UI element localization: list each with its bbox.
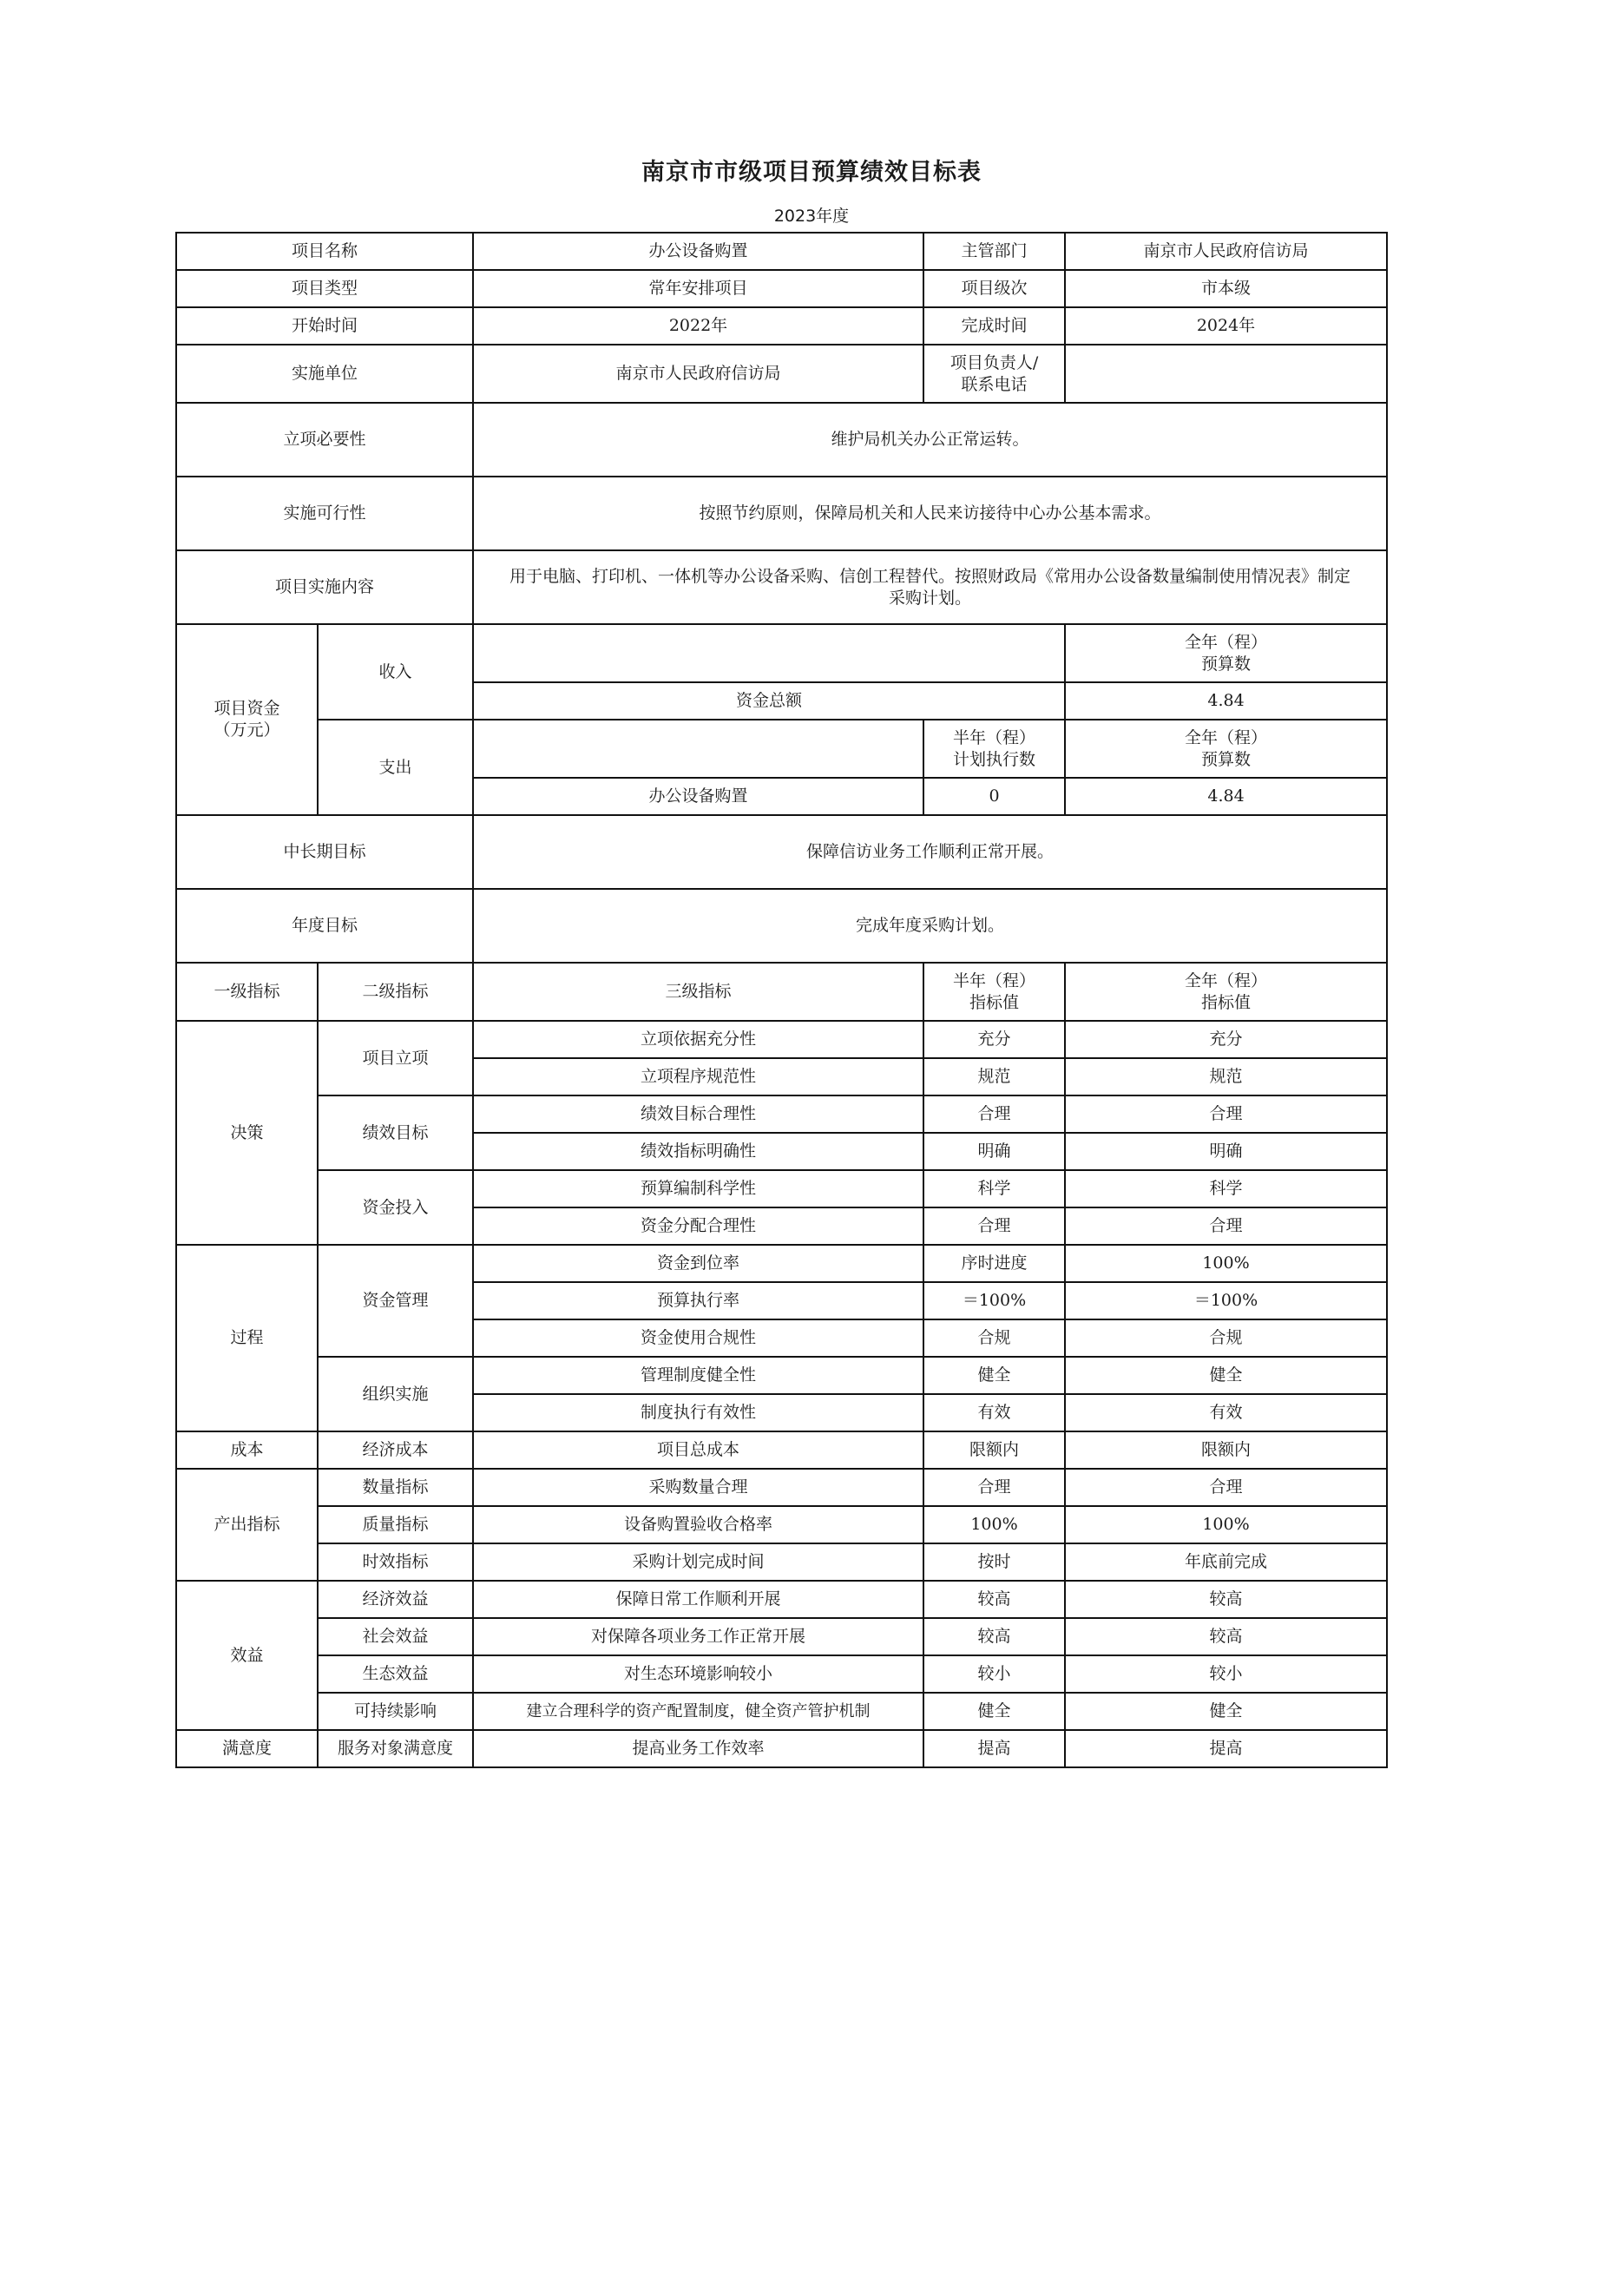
income-label: 收入 (318, 624, 473, 720)
content-row (176, 550, 1387, 624)
indicator-half: 较高 (923, 1581, 1065, 1618)
funds-income-head-row (176, 624, 1387, 682)
indicator-l3: 立项依据充分性 (473, 1021, 923, 1058)
indicator-full: 科学 (1065, 1170, 1387, 1207)
indicator-half: 规范 (923, 1058, 1065, 1095)
indicator-full: 较高 (1065, 1618, 1387, 1655)
subgroup-org-impl: 组织实施 (318, 1357, 473, 1431)
impl-unit-label: 实施单位 (176, 345, 473, 403)
project-level-value: 市本级 (1065, 270, 1387, 307)
indicator-half: 100% (923, 1506, 1065, 1543)
indicator-l3: 资金到位率 (473, 1245, 923, 1282)
expense-half-head-line1: 半年（程） (953, 727, 1036, 747)
indicator-half: 充分 (923, 1021, 1065, 1058)
table-row (176, 1170, 1387, 1207)
funds-label (176, 624, 318, 815)
indicator-full: 有效 (1065, 1394, 1387, 1431)
indicator-half-head-line2: 指标值 (969, 992, 1020, 1012)
indicator-l3: 设备购置验收合格率 (473, 1506, 923, 1543)
indicator-l1-head: 一级指标 (176, 963, 318, 1021)
content-text-line1: 用于电脑、打印机、一体机等办公设备采购、信创工程替代。按照财政局《常用办公设备数量编制使用情况表》制定 (509, 566, 1351, 586)
project-type-label: 项目类型 (176, 270, 473, 307)
expense-full: 4.84 (1065, 778, 1387, 815)
group-satisfaction: 满意度 (176, 1730, 318, 1767)
expense-half: 0 (923, 778, 1065, 815)
indicator-full-head-line2: 指标值 (1201, 992, 1252, 1012)
page-title: 南京市市级项目预算绩效目标表 (641, 159, 982, 186)
indicator-l3: 资金分配合理性 (473, 1207, 923, 1245)
annual-row (176, 889, 1387, 963)
subgroup-fund-input: 资金投入 (318, 1170, 473, 1245)
expense-full-head-line2: 预算数 (1201, 749, 1252, 769)
indicator-l3: 绩效指标明确性 (473, 1133, 923, 1170)
indicator-half: 较高 (923, 1618, 1065, 1655)
indicator-half: 合规 (923, 1319, 1065, 1357)
info-row-time (176, 307, 1387, 345)
table-row (176, 1543, 1387, 1581)
funds-label-line1: 项目资金 (214, 699, 280, 718)
indicator-l3: 采购计划完成时间 (473, 1543, 923, 1581)
indicator-full: 年底前完成 (1065, 1543, 1387, 1581)
indicator-full-head (1065, 963, 1387, 1021)
indicator-l3: 资金使用合规性 (473, 1319, 923, 1357)
indicator-full: 健全 (1065, 1693, 1387, 1730)
indicator-full: 合规 (1065, 1319, 1387, 1357)
indicator-half: ＝100% (923, 1282, 1065, 1319)
table-row (176, 1618, 1387, 1655)
indicator-l3: 建立合理科学的资产配置制度，健全资产管护机制 (473, 1693, 923, 1730)
indicator-full: 提高 (1065, 1730, 1387, 1767)
indicator-half-head-line1: 半年（程） (953, 970, 1036, 990)
content-label: 项目实施内容 (176, 550, 473, 624)
impl-unit-value: 南京市人民政府信访局 (473, 345, 923, 403)
table-row (176, 1655, 1387, 1693)
indicator-half: 限额内 (923, 1431, 1065, 1469)
indicator-l2: 质量指标 (318, 1506, 473, 1543)
table-row (176, 1095, 1387, 1133)
table-row (176, 1506, 1387, 1543)
indicator-l3: 对保障各项业务工作正常开展 (473, 1618, 923, 1655)
long-term-text: 保障信访业务工作顺利正常开展。 (473, 815, 1387, 889)
necessity-label: 立项必要性 (176, 403, 473, 477)
indicator-l3-head: 三级指标 (473, 963, 923, 1021)
indicator-l3: 立项程序规范性 (473, 1058, 923, 1095)
end-time-value: 2024年 (1065, 307, 1387, 345)
expense-full-head-line1: 全年（程） (1185, 727, 1268, 747)
necessity-text: 维护局机关办公正常运转。 (473, 403, 1387, 477)
group-benefit: 效益 (176, 1581, 318, 1730)
indicator-l3: 采购数量合理 (473, 1469, 923, 1506)
table-row (176, 1693, 1387, 1730)
funds-label-line2: （万元） (214, 720, 280, 740)
feasibility-label: 实施可行性 (176, 477, 473, 550)
group-decision: 决策 (176, 1021, 318, 1245)
start-time-value: 2022年 (473, 307, 923, 345)
indicator-l2: 社会效益 (318, 1618, 473, 1655)
long-term-row (176, 815, 1387, 889)
indicator-l2: 生态效益 (318, 1655, 473, 1693)
group-cost: 成本 (176, 1431, 318, 1469)
table-row (176, 1357, 1387, 1394)
expense-item: 办公设备购置 (473, 778, 923, 815)
annual-text: 完成年度采购计划。 (473, 889, 1387, 963)
expense-half-head-line2: 计划执行数 (953, 749, 1036, 769)
indicator-half: 合理 (923, 1095, 1065, 1133)
table-row (176, 1431, 1387, 1469)
page-year: 2023年度 (773, 207, 850, 226)
indicator-full: 较高 (1065, 1581, 1387, 1618)
indicator-full: 100% (1065, 1506, 1387, 1543)
expense-label: 支出 (318, 720, 473, 815)
indicator-full: 合理 (1065, 1095, 1387, 1133)
income-value: 4.84 (1065, 682, 1387, 720)
indicator-full: 规范 (1065, 1058, 1387, 1095)
indicator-l3: 预算编制科学性 (473, 1170, 923, 1207)
indicator-half: 提高 (923, 1730, 1065, 1767)
department-label: 主管部门 (923, 233, 1065, 270)
table-row (176, 1581, 1387, 1618)
project-type-value: 常年安排项目 (473, 270, 923, 307)
income-head-line2: 预算数 (1201, 654, 1252, 674)
start-time-label: 开始时间 (176, 307, 473, 345)
indicator-l3: 对生态环境影响较小 (473, 1655, 923, 1693)
indicator-l3: 绩效目标合理性 (473, 1095, 923, 1133)
income-head (1065, 624, 1387, 682)
indicator-full: 100% (1065, 1245, 1387, 1282)
contact-label-line2: 联系电话 (961, 374, 1028, 394)
contact-label (923, 345, 1065, 403)
subgroup-project-setup: 项目立项 (318, 1021, 473, 1095)
income-item: 资金总额 (473, 682, 1065, 720)
performance-target-table (175, 232, 1388, 1768)
table-row (176, 1021, 1387, 1058)
indicator-full: 合理 (1065, 1207, 1387, 1245)
indicator-l2: 时效指标 (318, 1543, 473, 1581)
table-row (176, 1469, 1387, 1506)
group-process: 过程 (176, 1245, 318, 1431)
project-level-label: 项目级次 (923, 270, 1065, 307)
indicator-full: 合理 (1065, 1469, 1387, 1506)
indicator-l2: 服务对象满意度 (318, 1730, 473, 1767)
expense-half-head (923, 720, 1065, 778)
indicator-full: 较小 (1065, 1655, 1387, 1693)
project-name-value: 办公设备购置 (473, 233, 923, 270)
indicator-l2: 经济成本 (318, 1431, 473, 1469)
annual-label: 年度目标 (176, 889, 473, 963)
expense-full-head (1065, 720, 1387, 778)
department-value: 南京市人民政府信访局 (1065, 233, 1387, 270)
indicator-l3: 制度执行有效性 (473, 1394, 923, 1431)
indicator-l3: 管理制度健全性 (473, 1357, 923, 1394)
group-output: 产出指标 (176, 1469, 318, 1581)
long-term-label: 中长期目标 (176, 815, 473, 889)
content-text (473, 550, 1387, 624)
indicator-l3: 保障日常工作顺利开展 (473, 1581, 923, 1618)
content-text-line2: 采购计划。 (889, 588, 972, 608)
indicator-header-row (176, 963, 1387, 1021)
info-row-type (176, 270, 1387, 307)
info-row-unit (176, 345, 1387, 403)
indicator-l3: 提高业务工作效率 (473, 1730, 923, 1767)
subgroup-perf-goal: 绩效目标 (318, 1095, 473, 1170)
subgroup-fund-mgmt: 资金管理 (318, 1245, 473, 1357)
indicator-half: 合理 (923, 1469, 1065, 1506)
table-row (176, 1245, 1387, 1282)
contact-label-line1: 项目负责人/ (949, 352, 1039, 372)
indicator-l3: 预算执行率 (473, 1282, 923, 1319)
indicator-half: 科学 (923, 1170, 1065, 1207)
indicator-full: ＝100% (1065, 1282, 1387, 1319)
indicator-full-head-line1: 全年（程） (1185, 970, 1268, 990)
indicator-l2: 可持续影响 (318, 1693, 473, 1730)
table-row (176, 1730, 1387, 1767)
indicator-l2: 数量指标 (318, 1469, 473, 1506)
indicator-half: 序时进度 (923, 1245, 1065, 1282)
income-head-line1: 全年（程） (1185, 632, 1268, 652)
indicator-half: 合理 (923, 1207, 1065, 1245)
indicator-half: 有效 (923, 1394, 1065, 1431)
indicator-half-head (923, 963, 1065, 1021)
indicator-full: 充分 (1065, 1021, 1387, 1058)
indicator-l3: 项目总成本 (473, 1431, 923, 1469)
indicator-half: 较小 (923, 1655, 1065, 1693)
project-name-label: 项目名称 (176, 233, 473, 270)
indicator-l2-head: 二级指标 (318, 963, 473, 1021)
indicator-full: 健全 (1065, 1357, 1387, 1394)
indicator-half: 明确 (923, 1133, 1065, 1170)
contact-value (1065, 345, 1387, 403)
necessity-row (176, 403, 1387, 477)
income-blank (473, 624, 1065, 682)
end-time-label: 完成时间 (923, 307, 1065, 345)
indicator-full: 限额内 (1065, 1431, 1387, 1469)
info-row-name (176, 233, 1387, 270)
feasibility-row (176, 477, 1387, 550)
indicator-half: 按时 (923, 1543, 1065, 1581)
indicator-l2: 经济效益 (318, 1581, 473, 1618)
feasibility-text: 按照节约原则，保障局机关和人民来访接待中心办公基本需求。 (473, 477, 1387, 550)
indicator-half: 健全 (923, 1693, 1065, 1730)
funds-expense-head-row (176, 720, 1387, 778)
expense-blank (473, 720, 923, 778)
indicator-half: 健全 (923, 1357, 1065, 1394)
indicator-full: 明确 (1065, 1133, 1387, 1170)
